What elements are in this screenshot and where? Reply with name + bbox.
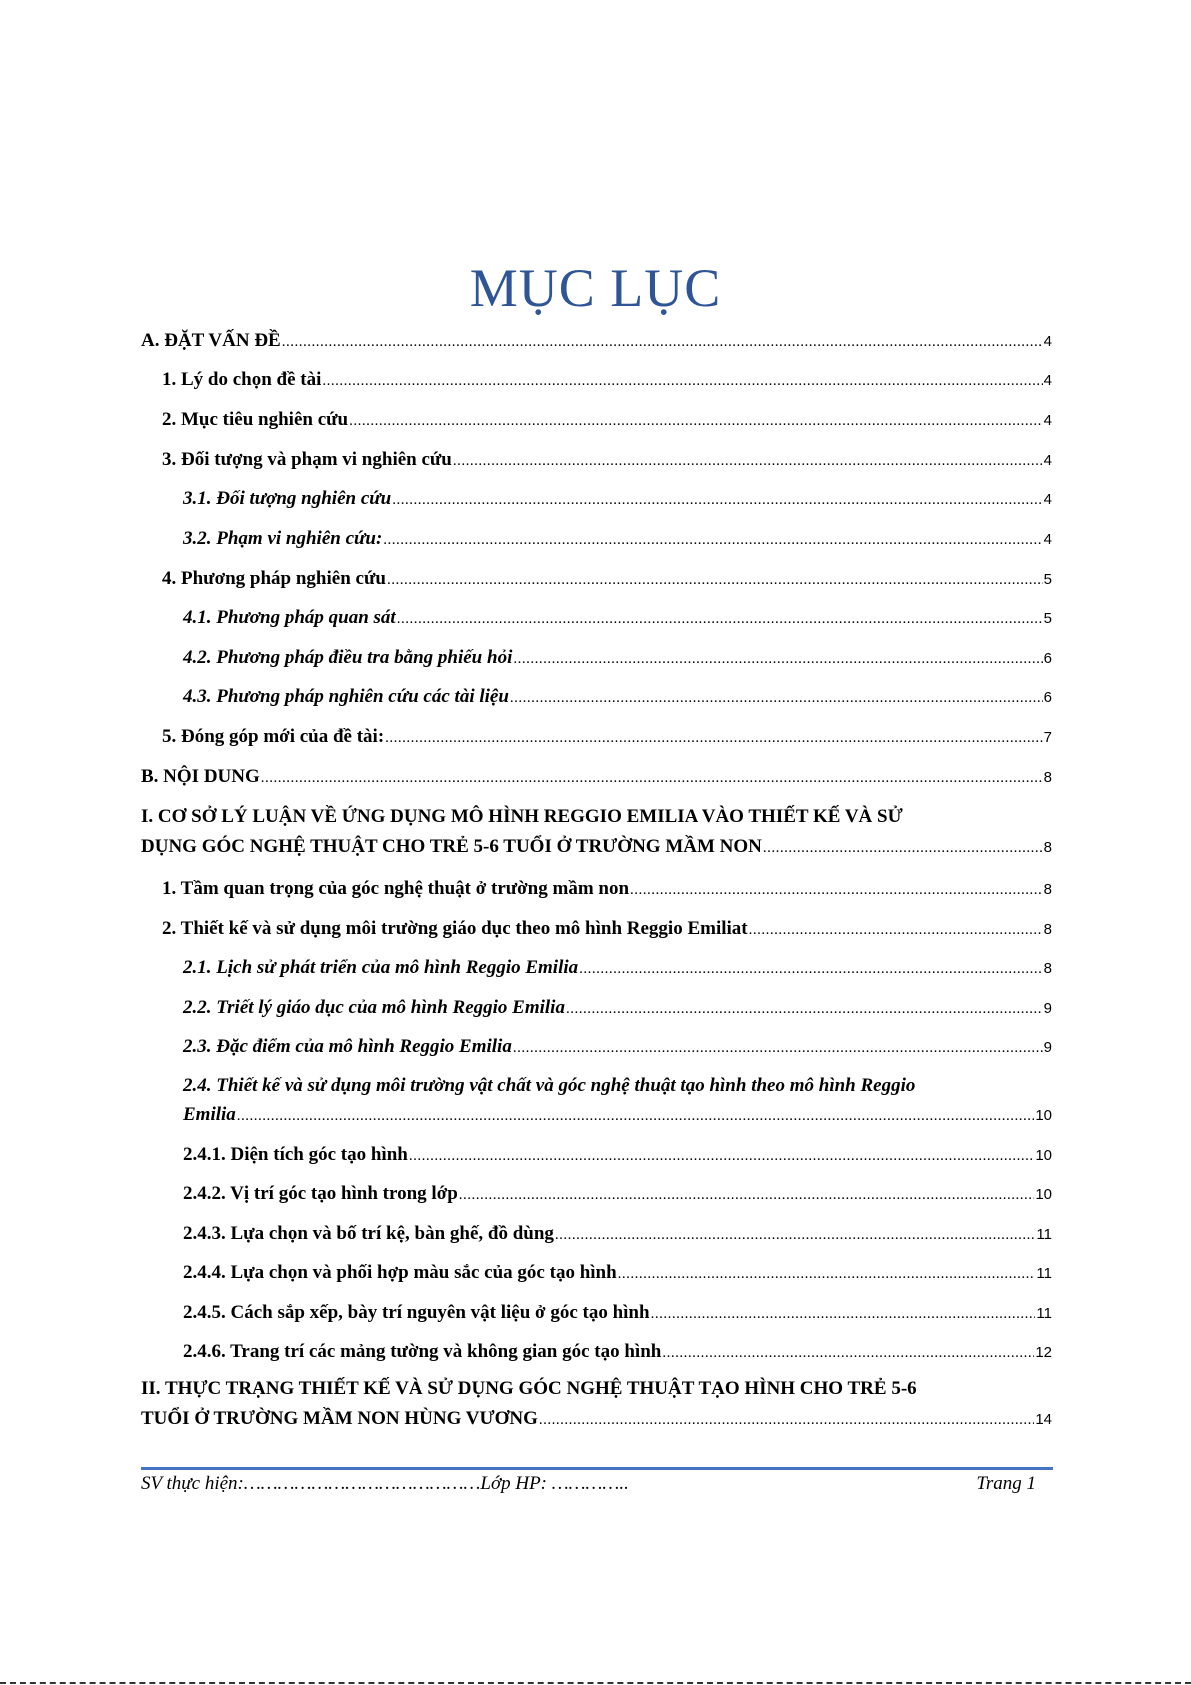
toc-page-number: 11 — [1036, 1226, 1052, 1243]
toc-entry-title: 5. Đóng góp mới của đề tài: — [162, 726, 385, 747]
toc-leader — [539, 1409, 1034, 1431]
toc-page-number: 4 — [1043, 412, 1052, 429]
toc-page-number: 4 — [1043, 531, 1052, 548]
toc-leader — [662, 1342, 1034, 1364]
toc-page-number: 4 — [1043, 372, 1052, 389]
toc-entry-title: 3.2. Phạm vi nghiên cứu: — [183, 528, 383, 549]
footer-page-number: Trang 1 — [976, 1473, 1036, 1494]
toc-page-number: 8 — [1043, 769, 1052, 786]
toc-entry[interactable] — [141, 330, 1052, 353]
toc-leader — [387, 569, 1043, 591]
toc-entry[interactable] — [162, 449, 1052, 472]
toc-leader — [763, 837, 1043, 859]
toc-page-number: 12 — [1035, 1344, 1052, 1361]
toc-leader — [579, 958, 1043, 980]
toc-entry-title: 4.2. Phương pháp điều tra bằng phiếu hỏi — [183, 647, 513, 668]
toc-entry-title: 2.3. Đặc điểm của mô hình Reggio Emilia — [183, 1036, 512, 1057]
toc-leader — [409, 1145, 1034, 1167]
toc-entry-title: 4.1. Phương pháp quan sát — [183, 607, 396, 628]
toc-entry[interactable] — [183, 528, 1052, 551]
toc-entry[interactable] — [162, 918, 1052, 941]
toc-leader — [749, 919, 1043, 941]
toc-leader — [459, 1184, 1035, 1206]
toc-leader — [383, 529, 1042, 551]
toc-page-number: 9 — [1043, 1000, 1052, 1017]
toc-page-number: 10 — [1035, 1186, 1052, 1203]
toc-page-number: 9 — [1043, 1039, 1052, 1056]
toc-entry[interactable] — [141, 766, 1052, 789]
toc-entry-title: 1. Lý do chọn đề tài — [162, 369, 322, 390]
toc-entry[interactable] — [183, 1183, 1052, 1206]
toc-leader — [349, 410, 1043, 432]
toc-leader — [651, 1303, 1036, 1325]
toc-entry[interactable] — [183, 1262, 1052, 1285]
toc-entry[interactable] — [183, 607, 1052, 630]
toc-leader — [555, 1224, 1036, 1246]
toc-leader — [261, 767, 1043, 789]
toc-leader — [513, 1037, 1043, 1059]
toc-entry[interactable] — [183, 1144, 1052, 1167]
toc-entry[interactable] — [141, 836, 1052, 859]
toc-page-number: 11 — [1036, 1305, 1052, 1322]
toc-entry[interactable] — [183, 1036, 1052, 1059]
toc-leader — [453, 450, 1043, 472]
toc-entry[interactable] — [183, 1223, 1052, 1246]
toc-entry[interactable] — [162, 409, 1052, 432]
toc-entry[interactable] — [162, 568, 1052, 591]
toc-page-number: 14 — [1035, 1411, 1052, 1428]
toc-page-number: 4 — [1043, 333, 1052, 350]
toc-leader — [630, 879, 1043, 901]
toc-page-number: 8 — [1043, 881, 1052, 898]
toc-entry-title: 2.4.3. Lựa chọn và bố trí kệ, bàn ghế, đồ dùng — [183, 1223, 554, 1244]
toc-entry[interactable] — [162, 726, 1052, 749]
toc-entry[interactable] — [162, 369, 1052, 392]
toc-entry[interactable] — [183, 647, 1052, 670]
toc-page-number: 7 — [1043, 729, 1052, 746]
toc-entry[interactable] — [162, 878, 1052, 901]
footer-student-info: SV thực hiện:……………………………………Lớp HP: ………….. — [141, 1473, 629, 1494]
toc-entry-title: B. NỘI DUNG — [141, 766, 260, 787]
toc-entry-title: 2.4.4. Lựa chọn và phối hợp màu sắc của góc tạo hình — [183, 1262, 617, 1283]
toc-entry-title: 2.4.6. Trang trí các mảng tường và không gian góc tạo hình — [183, 1341, 662, 1362]
toc-page-number: 4 — [1043, 491, 1052, 508]
toc-leader — [510, 687, 1043, 709]
toc-entry-title: 2.4.2. Vị trí góc tạo hình trong lớp — [183, 1183, 458, 1204]
toc-entry-title: 2.4.5. Cách sắp xếp, bày trí nguyên vật liệu ở góc tạo hình — [183, 1302, 650, 1323]
toc-leader — [397, 608, 1043, 630]
page-title: MỤC LỤC — [469, 258, 722, 318]
toc-entry-title: 4. Phương pháp nghiên cứu — [162, 568, 386, 589]
toc-entry-title: TUỔI Ở TRƯỜNG MẦM NON HÙNG VƯƠNG — [141, 1408, 538, 1429]
toc-page-number: 5 — [1043, 610, 1052, 627]
toc-entry[interactable] — [183, 686, 1052, 709]
toc-leader — [392, 489, 1042, 511]
toc-page-number: 11 — [1036, 1265, 1052, 1282]
toc-entry-title: 1. Tầm quan trọng của góc nghệ thuật ở trường mầm non — [162, 878, 630, 899]
toc-entry-title: 2.2. Triết lý giáo dục của mô hình Reggio Emilia — [183, 997, 565, 1018]
toc-entry[interactable] — [183, 997, 1052, 1020]
toc-leader — [513, 648, 1042, 670]
toc-entry[interactable] — [183, 957, 1052, 980]
toc-entry-title: 2.1. Lịch sử phát triển của mô hình Reggio Emilia — [183, 957, 579, 978]
toc-entry[interactable] — [183, 488, 1052, 511]
toc-entry[interactable] — [141, 1408, 1052, 1431]
toc-page-number: 8 — [1043, 960, 1052, 977]
toc-entry-title: 2.4.1. Diện tích góc tạo hình — [183, 1144, 408, 1165]
toc-page-number: 6 — [1043, 689, 1052, 706]
toc-leader — [322, 370, 1042, 392]
toc-page-number: 8 — [1043, 839, 1052, 856]
toc-entry-first-line[interactable]: I. CƠ SỞ LÝ LUẬN VỀ ỨNG DỤNG MÔ HÌNH REGGIO EMILIA VÀO THIẾT KẾ VÀ SỬ — [141, 806, 903, 827]
toc-page-number: 8 — [1043, 921, 1052, 938]
toc-entry[interactable] — [183, 1302, 1052, 1325]
toc-entry-first-line[interactable]: II. THỰC TRẠNG THIẾT KẾ VÀ SỬ DỤNG GÓC NGHỆ THUẬT TẠO HÌNH CHO TRẺ 5-6 — [141, 1378, 917, 1399]
toc-entry-title: DỤNG GÓC NGHỆ THUẬT CHO TRẺ 5-6 TUỔI Ở TRƯỜNG MẦM NON — [141, 836, 762, 857]
footer-divider — [141, 1467, 1053, 1470]
toc-leader — [566, 998, 1043, 1020]
toc-leader — [237, 1105, 1035, 1127]
toc-page-number: 10 — [1035, 1107, 1052, 1124]
toc-entry-first-line[interactable]: 2.4. Thiết kế và sử dụng môi trường vật chất và góc nghệ thuật tạo hình theo mô hình Reggio — [183, 1075, 916, 1096]
toc-entry-title: A. ĐẶT VẤN ĐỀ — [141, 330, 281, 351]
page-footer — [141, 1473, 1036, 1495]
toc-page-number: 4 — [1043, 452, 1052, 469]
toc-entry-title: 3. Đối tượng và phạm vi nghiên cứu — [162, 449, 452, 470]
toc-leader — [282, 331, 1043, 353]
toc-entry-title: 2. Thiết kế và sử dụng môi trường giáo dục theo mô hình Reggio Emiliat — [162, 918, 748, 939]
page-bottom-divider — [0, 1682, 1191, 1684]
toc-entry[interactable] — [183, 1341, 1052, 1364]
toc-leader — [618, 1263, 1036, 1285]
toc-page-number: 10 — [1035, 1147, 1052, 1164]
toc-leader — [385, 727, 1042, 749]
toc-page-number: 6 — [1043, 650, 1052, 667]
toc-entry-title: 3.1. Đối tượng nghiên cứu — [183, 488, 392, 509]
toc-page-number: 5 — [1043, 571, 1052, 588]
toc-entry-title: Emilia — [183, 1104, 236, 1125]
toc-entry[interactable] — [183, 1104, 1052, 1127]
toc-entry-title: 2. Mục tiêu nghiên cứu — [162, 409, 349, 430]
toc-entry-title: 4.3. Phương pháp nghiên cứu các tài liệu — [183, 686, 509, 707]
